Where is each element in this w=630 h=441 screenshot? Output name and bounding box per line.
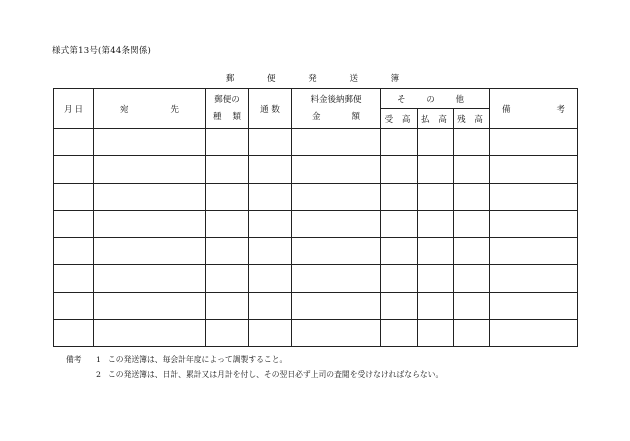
table-cell[interactable] <box>206 129 249 156</box>
table-cell[interactable] <box>381 183 418 210</box>
table-cell[interactable] <box>249 238 292 265</box>
table-cell[interactable] <box>54 238 94 265</box>
table-cell[interactable] <box>94 210 206 237</box>
table-cell[interactable] <box>418 265 454 292</box>
notes-section <box>66 352 443 382</box>
table-row <box>54 156 578 183</box>
table-cell[interactable] <box>418 183 454 210</box>
note-text: この発送簿は、日計、累計又は月計を付し、その翌日必ず上司の査閲を受けなければならない。 <box>108 370 444 379</box>
header-remarks <box>490 89 578 129</box>
table-row <box>54 265 578 292</box>
table-cell[interactable] <box>418 210 454 237</box>
header-balance: 残 高 <box>454 109 490 129</box>
ledger-body <box>54 129 578 347</box>
table-cell[interactable] <box>206 320 249 347</box>
table-cell[interactable] <box>418 320 454 347</box>
header-postage-line1: 料金後納郵便 <box>310 94 362 105</box>
table-cell[interactable] <box>490 320 578 347</box>
header-month: 月 <box>64 104 73 115</box>
form-number: 様式第13号(第44条関係) <box>52 46 152 56</box>
table-cell[interactable] <box>454 183 490 210</box>
table-cell[interactable] <box>54 129 94 156</box>
table-cell[interactable] <box>94 265 206 292</box>
header-date <box>54 89 94 129</box>
table-cell[interactable] <box>249 156 292 183</box>
table-cell[interactable] <box>490 183 578 210</box>
table-cell[interactable] <box>54 265 94 292</box>
table-cell[interactable] <box>292 265 381 292</box>
header-row-top <box>54 89 578 109</box>
header-mail-type-char2: 類 <box>232 111 241 122</box>
table-cell[interactable] <box>54 183 94 210</box>
table-cell[interactable] <box>249 292 292 319</box>
table-row <box>54 292 578 319</box>
table-cell[interactable] <box>249 320 292 347</box>
table-row <box>54 129 578 156</box>
table-cell[interactable] <box>454 210 490 237</box>
document-title: 郵 便 発 送 簿 <box>225 74 415 84</box>
table-cell[interactable] <box>54 292 94 319</box>
table-cell[interactable] <box>490 156 578 183</box>
table-cell[interactable] <box>454 238 490 265</box>
table-cell[interactable] <box>490 129 578 156</box>
table-cell[interactable] <box>490 265 578 292</box>
table-cell[interactable] <box>381 265 418 292</box>
header-postage <box>292 89 381 129</box>
table-cell[interactable] <box>206 156 249 183</box>
table-cell[interactable] <box>381 210 418 237</box>
table-cell[interactable] <box>94 320 206 347</box>
table-cell[interactable] <box>292 183 381 210</box>
table-cell[interactable] <box>206 292 249 319</box>
table-cell[interactable] <box>454 320 490 347</box>
table-cell[interactable] <box>54 320 94 347</box>
table-row <box>54 210 578 237</box>
table-cell[interactable] <box>206 265 249 292</box>
table-cell[interactable] <box>381 292 418 319</box>
header-postage-char1: 金 <box>312 111 321 122</box>
table-cell[interactable] <box>454 265 490 292</box>
note-item-2 <box>66 367 443 382</box>
table-cell[interactable] <box>490 210 578 237</box>
header-mail-type-line1: 郵便の <box>214 94 240 105</box>
header-remarks-char2: 考 <box>556 104 566 115</box>
table-cell[interactable] <box>292 129 381 156</box>
table-cell[interactable] <box>292 292 381 319</box>
note-text: この発送簿は、毎会計年度によって調製すること。 <box>108 355 288 364</box>
header-paid: 払 高 <box>418 109 454 129</box>
table-cell[interactable] <box>418 238 454 265</box>
table-cell[interactable] <box>418 292 454 319</box>
note-number: 2 <box>96 370 101 379</box>
table-cell[interactable] <box>292 238 381 265</box>
table-cell[interactable] <box>381 320 418 347</box>
table-cell[interactable] <box>418 129 454 156</box>
header-addressee-char1: 宛 <box>120 104 129 115</box>
table-cell[interactable] <box>249 183 292 210</box>
notes-label: 備考 <box>66 355 82 364</box>
table-cell[interactable] <box>94 292 206 319</box>
table-row <box>54 320 578 347</box>
postal-dispatch-ledger <box>53 88 578 347</box>
header-received: 受 高 <box>381 109 418 129</box>
table-cell[interactable] <box>381 129 418 156</box>
table-cell[interactable] <box>454 292 490 319</box>
table-cell[interactable] <box>94 183 206 210</box>
header-mail-type <box>206 89 249 129</box>
header-other: そ の 他 <box>381 89 490 109</box>
table-row <box>54 183 578 210</box>
table-row <box>54 238 578 265</box>
table-cell[interactable] <box>94 129 206 156</box>
header-count: 通 数 <box>249 89 292 129</box>
header-mail-type-char1: 種 <box>213 111 222 122</box>
header-remarks-char1: 備 <box>502 104 511 115</box>
header-postage-char2: 額 <box>351 111 360 122</box>
table-cell[interactable] <box>454 129 490 156</box>
table-cell[interactable] <box>249 265 292 292</box>
table-cell[interactable] <box>490 238 578 265</box>
header-addressee <box>94 89 206 129</box>
table-cell[interactable] <box>249 129 292 156</box>
table-cell[interactable] <box>381 156 418 183</box>
header-addressee-char2: 先 <box>170 104 179 115</box>
table-cell[interactable] <box>54 210 94 237</box>
table-cell[interactable] <box>490 292 578 319</box>
table-cell[interactable] <box>94 156 206 183</box>
table-cell[interactable] <box>94 238 206 265</box>
table-cell[interactable] <box>206 210 249 237</box>
table-cell[interactable] <box>292 320 381 347</box>
note-number: 1 <box>96 355 101 364</box>
table-cell[interactable] <box>54 156 94 183</box>
note-item-1 <box>66 352 443 367</box>
table-cell[interactable] <box>454 156 490 183</box>
table-cell[interactable] <box>249 210 292 237</box>
table-cell[interactable] <box>381 238 418 265</box>
table-cell[interactable] <box>292 156 381 183</box>
table-cell[interactable] <box>206 183 249 210</box>
table-cell[interactable] <box>292 210 381 237</box>
table-cell[interactable] <box>418 156 454 183</box>
table-cell[interactable] <box>206 238 249 265</box>
header-day: 日 <box>74 104 83 115</box>
